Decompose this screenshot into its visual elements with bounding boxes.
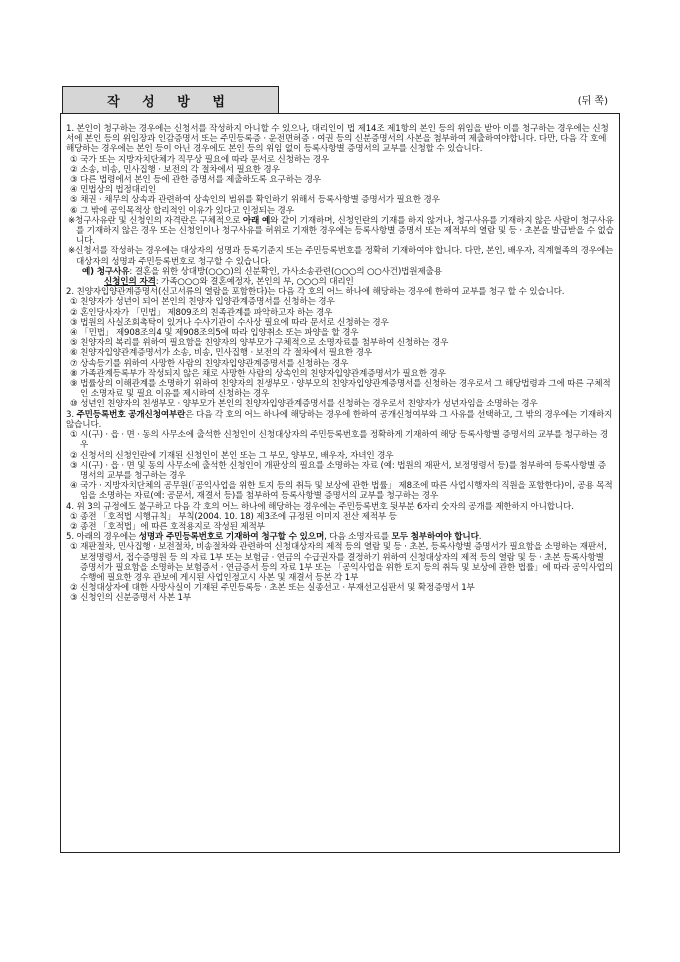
section5-text: 5. 아래의 경우에는	[66, 532, 139, 543]
section5-emphasis: 모두 첨부하여야 합니다	[391, 532, 479, 543]
section5-text: , 다음 소명자료를	[324, 532, 392, 543]
section3-item: ① 시(구) · 읍 · 면 · 동의 사무소에 출석한 신청인이 신청대상자의 주민등록번호를 정확하게 기재하여 해당 등록사항별 증명서의 교부를 청구하는 경우	[70, 430, 608, 451]
section2-item: ⑥ 친양자입양관계증명서가 소송, 비송, 민사집행 · 보전의 각 절차에서 필요한 경우	[70, 348, 372, 359]
section1-example-qualification	[66, 277, 614, 287]
section2-intro: 2. 친양자입양관계증명서(신고서류의 열람을 포함한다)는 다음 각 호의 어느 하나에 해당하는 경우에 한하여 교부를 청구 할 수 있습니다.	[66, 287, 565, 298]
example-label: 예) 청구사유	[82, 266, 130, 277]
section3-intro	[66, 410, 614, 430]
section4-item: ② 종전 「호적법」에 따른 호적용지로 작성된 제적부	[70, 521, 265, 532]
section2-item: ⑨ 법률상의 이해관계를 소명하기 위하여 친양자의 친생부모 · 양부모의 친양자입양관계증명서를 신청하는 경우로서 그 해당법령과 그에 따른 구체적인 소명자료 및 필요 이유를 제시하여 신청하는 경우	[70, 379, 611, 400]
note-emphasis: 아래 예	[242, 215, 271, 226]
note-text: 와 같이 기재하며, 신청인란의 기재를 하지 않거나, 청구사유를 기재하지 않은 사람이 청구사유를 기재하지 않은 경우 또는 신청인이나 청구사유를 허위로 기재한 경우에는 등록사항별 증명서 또는 제적부의 열람 및 등 · 초본을 발급받을 수 없습니다.	[76, 215, 614, 247]
section2-item: ② 혼인당사자가 「민법」 제809조의 친족관계를 파악하고자 하는 경우	[70, 307, 333, 318]
section1-item: ④ 민법상의 법정대리인	[70, 185, 157, 196]
section5-item: ① 재판절차, 민사집행 · 보전절차, 비송절차와 관련하여 신청대상자의 제적 등의 열람 및 등 · 초본, 등록사항별 증명서가 필요함을 소명하는 재판서, 보정명령서, 접수증명원 등 의 자료 1부 또는 보험금 · 연금의 수급권자를 결정하기 위하여 신청대상자의 제적 등의 열람 및 등 · 초본 등록사항별 증명서가 필요함을 소명하는 보험증서 · 연금증서 등의 자료 1부 또는 「공익사업을 위한 토지 등의 취득 및 보상에 관한 법률」에 따라 공익사업의 수행에 필요한 경우 관보에 게시된 사업인정고시 사본 및 재결서 등본 각 1부	[70, 542, 613, 583]
section1-item: ⑤ 채권 · 채무의 상속과 관련하여 상속인의 범위를 확인하기 위해서 등록사항별 증명서가 필요한 경우	[70, 195, 440, 206]
page-title: 작 성 방 법	[107, 94, 234, 110]
section1-item: ① 국가 또는 지방자치단체가 직무상 필요에 따라 문서로 신청하는 경우	[70, 154, 330, 165]
section4-intro: 4. 위 3의 규정에도 불구하고 다음 각 호의 어느 하나에 해당하는 경우에는 주민등록번호 뒷부분 6자리 숫자의 공개를 제한하지 아니합니다.	[66, 501, 574, 512]
example-label-qualification: 신청인의 자격	[104, 277, 156, 288]
section1-intro: 1. 본인이 청구하는 경우에는 신청서를 작성하지 아니할 수 있으나, 대리인이 법 제14조 제1항의 본인 등의 위임을 받아 이를 청구하는 경우에는 신청서에 본인 등의 위임장과 인감증명서 또는 주민등록증 · 운전면허증 · 여권 등의 신분증명서의 사본을 첨부하여 제출하여야합니다. 다만, 다음 각 호에 해당하는 경우에는 본인 등이 아닌 경우에도 본인 등의 위임 없이 등록사항별 증명서의 교부를 신청할 수 있습니다.	[66, 124, 609, 155]
section1-item: ② 소송, 비송, 민사집행 · 보전의 각 절차에서 필요한 경우	[70, 164, 280, 175]
section4-item: ① 종전 「호적법 시행규칙」 부칙(2004. 10. 18) 제3조에 규정된 이미지 전산 제적부 등	[70, 511, 397, 522]
section5-text: .	[478, 532, 482, 543]
section5-item: ② 신청대상자에 대한 사망사실이 기재된 주민등록등 · 초본 또는 실종선고 · 부재선고심판서 및 확정증명서 1부	[70, 583, 475, 594]
back-page-note: (뒤 쪽)	[577, 96, 608, 107]
section5-emphasis: 성명과 주민등록번호로 기재하여 청구할 수 있으며	[138, 532, 325, 543]
section1-note-request-reason	[66, 216, 614, 247]
section2-item: ⑧ 가족관계등록부가 작성되지 않은 채로 사망한 사람의 상속인의 친양자입양관계증명서가 필요한 경우	[70, 368, 446, 379]
note-text: ※청구사유란 및 신청인의 자격란은 구체적으로	[68, 215, 243, 226]
section3-item: ② 신청서의 신청인란에 기재된 신청인이 본인 또는 그 부모, 양부모, 배우자, 자녀인 경우	[70, 450, 394, 461]
section5-intro	[66, 532, 614, 542]
section2-item: ⑦ 상속등기를 위하여 사망한 사람의 친양자입양관계증명서를 신청하는 경우	[70, 358, 349, 369]
title-box	[62, 86, 279, 114]
example-text: : 결혼을 위한 상대방(○○○)의 신분확인, 가사소송관련(○○○의 ○○사건)법원제출용	[129, 266, 442, 277]
section1-item: ③ 다른 법령에서 본인 등에 관한 증명서를 제출하도록 요구하는 경우	[70, 175, 321, 186]
section2-item: ⑩ 성년인 친양자의 친생부모 · 양부모가 본인의 친양자입양관계증명서를 신청하는 경우로서 친양자가 성년자임을 소명하는 경우	[70, 399, 538, 410]
section1-note-name-entry: ※신청서를 작성하는 경우에는 대상자의 성명과 등록기준지 또는 주민등록번호를 정확히 기재하여야 합니다. 다만, 본인, 배우자, 직계혈족의 경우에는 대상자의 성명과 주민등록번호로 청구할 수 있습니다.	[68, 246, 614, 267]
example-text-qualification: : 가족○○○와 결혼예정자, 본인의 부, ○○○의 대리인	[155, 277, 354, 288]
section1-example	[66, 267, 614, 277]
section1-item: ⑥ 그 밖에 공익목적상 합리적인 이유가 있다고 인정되는 경우	[70, 205, 294, 216]
section3-text: 은 다음 각 호의 어느 하나에 해당하는 경우에 한하여 공개신청여부와 그 사유를 선택하고, 그 밖의 경우에는 기재하지 않습니다.	[66, 409, 613, 430]
section3-item: ④ 국가 · 지방자치단체의 공무원(「공익사업을 위한 토지 등의 취득 및 보상에 관한 법률」 제8조에 따른 사업시행자의 직원을 포함한다)이, 공용 목적임을 소명하는 자료(예: 공문서, 재결서 등)를 첨부하여 등록사항별 증명서의 교부를 청구하는 경우	[70, 481, 613, 502]
section3-number: 3.	[66, 409, 77, 420]
instructions-content	[66, 124, 614, 604]
section2-item: ④ 「민법」 제908조의4 및 제908조의5에 따라 입양취소 또는 파양을 할 경우	[70, 328, 359, 339]
section2-item: ① 친양자가 성년이 되어 본인의 친양자 입양관계증명서를 신청하는 경우	[70, 297, 335, 308]
section3-emphasis: 주민등록번호 공개신청여부란	[76, 409, 186, 420]
section2-item: ③ 법원의 사실조회촉탁이 있거나 수사기관이 수사상 필요에 따라 문서로 신청하는 경우	[70, 317, 389, 328]
section2-item: ⑤ 친양자의 복리를 위하여 필요함을 친양자의 양부모가 구체적으로 소명자료를 첨부하여 신청하는 경우	[70, 338, 449, 349]
section5-item: ③ 신청인의 신분증명서 사본 1부	[70, 593, 192, 604]
section3-item: ③ 시(구) · 읍 · 면 및 동의 사무소에 출석한 신청인이 개판상의 필요를 소명하는 자료 (예: 법원의 재판서, 보정명령서 등)를 첨부하여 등록사항별 증명서의 교부를 청구하는 경우	[70, 460, 606, 481]
